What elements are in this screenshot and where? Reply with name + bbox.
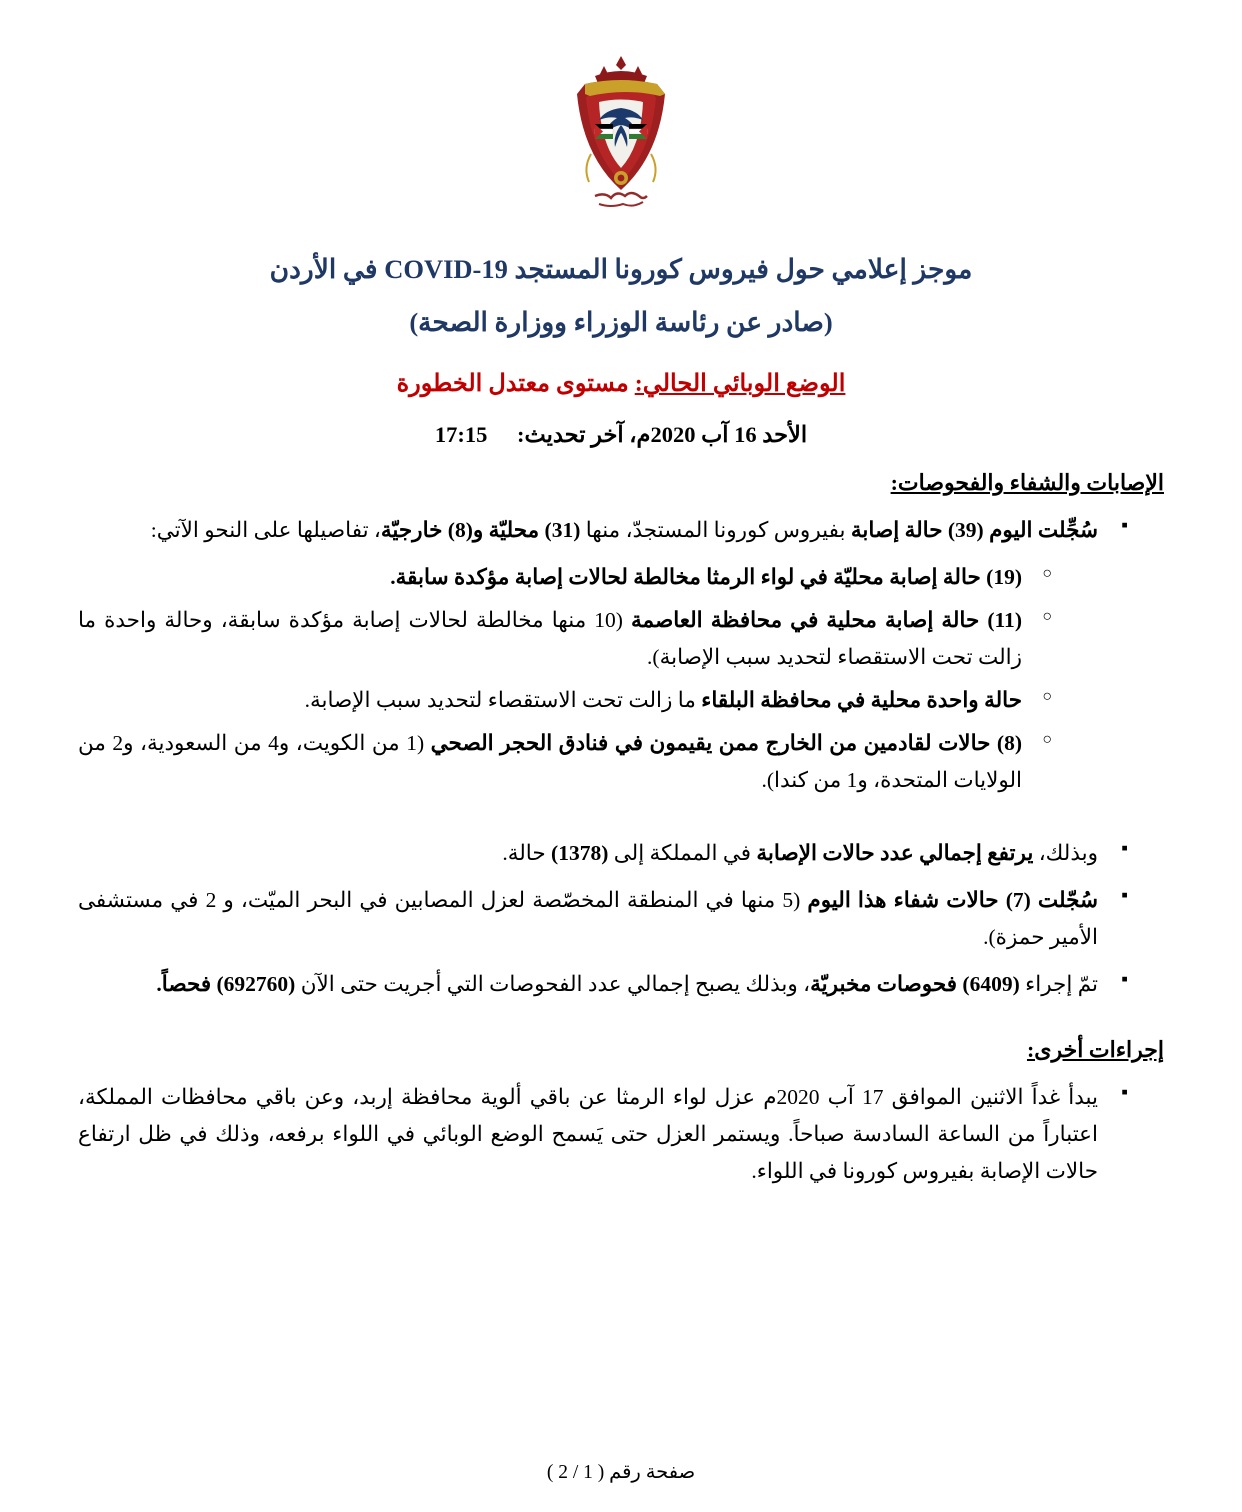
report-date: الأحد 16 آب 2020م، آخر تحديث: xyxy=(517,422,808,448)
page-subtitle: (صادر عن رئاسة الوزراء ووزارة الصحة) xyxy=(409,307,833,338)
recoveries-bold: سُجّلت (7) حالات شفاء هذا اليوم xyxy=(807,887,1098,912)
list-spacer xyxy=(78,809,1128,835)
list-item xyxy=(78,882,1128,956)
page-number: صفحة رقم ( 1 / 2 ) xyxy=(546,1462,696,1483)
cases-today-bold: سُجِّلت اليوم (39) حالة إصابة xyxy=(850,518,1098,543)
tests-total-bold: (692760) فحصاً. xyxy=(156,971,296,996)
ramtha-cases-bold: (19) حالة إصابة محليّة في لواء الرمثا مخالطة لحالات إصابة مؤكدة سابقة. xyxy=(390,565,1022,590)
list-item xyxy=(78,559,1052,596)
tests-prefix: تمّ إجراء xyxy=(1019,971,1098,996)
list-item xyxy=(78,682,1052,719)
date-update-line xyxy=(78,422,1164,448)
epidemic-status-line xyxy=(78,369,1164,398)
last-update-time: 17:15 xyxy=(434,422,488,448)
cases-today-text: بفيروس كورونا المستجدّ، منها xyxy=(580,518,851,543)
list-item xyxy=(78,1079,1128,1190)
section-heading-other-measures: إجراءات أخرى: xyxy=(1026,1036,1164,1062)
cases-list xyxy=(78,512,1164,1003)
total-cases-bold: يرتفع إجمالي عدد حالات الإصابة xyxy=(756,840,1034,865)
tests-mid: ، وبذلك يصبح إجمالي عدد الفحوصات التي أجريت حتى الآن xyxy=(295,971,811,996)
balqa-cases-bold: حالة واحدة محلية في محافظة البلقاء xyxy=(701,688,1022,712)
status-label: الوضع الوبائي الحالي: xyxy=(634,371,846,398)
list-item xyxy=(78,602,1052,676)
jordan-hashemite-coat-of-arms-icon xyxy=(555,50,687,215)
recoveries-rest: (5 منها في المنطقة المخصّصة لعزل المصابين في البحر الميّت، و 2 في مستشفى الأمير حمزة). xyxy=(78,887,1098,949)
cases-today-tail: ، تفاصيلها على النحو الآتي: xyxy=(150,518,381,543)
ramtha-lockdown-text: يبدأ غداً الاثنين الموافق 17 آب 2020م عزل لواء الرمثا عن باقي ألوية محافظة إربد، وعن باقي محافظات المملكة، اعتباراً من الساعة السادسة صباحاً. ويستمر العزل حتى يَسمح الوضع الوبائي في اللواء برفعه، وذلك في ظل ارتفاع حالات الإصابة بفيروس كورونا في اللواء. xyxy=(78,1084,1098,1183)
list-item xyxy=(78,835,1128,872)
cases-breakdown-list xyxy=(78,559,1098,799)
tests-today-bold: (6409) فحوصات مخبريّة xyxy=(810,971,1020,996)
status-badge: مستوى معتدل الخطورة xyxy=(396,371,629,398)
balqa-cases-rest: ما زالت تحت الاستقصاء لتحديد سبب الإصابة. xyxy=(304,688,702,712)
title-block xyxy=(78,249,1164,343)
total-prefix: وبذلك، xyxy=(1033,840,1098,865)
cases-split-bold: (31) محليّة و(8) خارجيّة xyxy=(380,518,581,543)
imported-cases-rest: (1 من الكويت، و4 من السعودية، و2 من الولايات المتحدة، و1 من كندا). xyxy=(78,730,1022,792)
other-measures-list xyxy=(78,1079,1164,1190)
page-footer xyxy=(0,1460,1242,1484)
list-item xyxy=(78,966,1128,1003)
amman-cases-bold: (11) حالة إصابة محلية في محافظة العاصمة xyxy=(631,608,1022,633)
list-item xyxy=(78,512,1128,799)
emblem-container xyxy=(78,50,1164,215)
imported-cases-bold: (8) حالات لقادمين من الخارج ممن يقيمون في فنادق الحجر الصحي xyxy=(430,730,1022,755)
list-item xyxy=(78,725,1052,799)
total-cases-number: (1378) xyxy=(551,840,609,865)
amman-cases-rest: (10 منها مخالطة لحالات إصابة مؤكدة سابقة، وحالة واحدة ما زالت تحت الاستقصاء لتحديد سبب الإصابة). xyxy=(78,608,1022,670)
page-title: موجز إعلامي حول فيروس كورونا المستجد COVID-19 في الأردن xyxy=(269,254,973,284)
section-heading-cases: الإصابات والشفاء والفحوصات: xyxy=(890,470,1164,496)
total-mid: في المملكة إلى xyxy=(608,840,757,865)
total-suffix: حالة. xyxy=(502,840,552,865)
